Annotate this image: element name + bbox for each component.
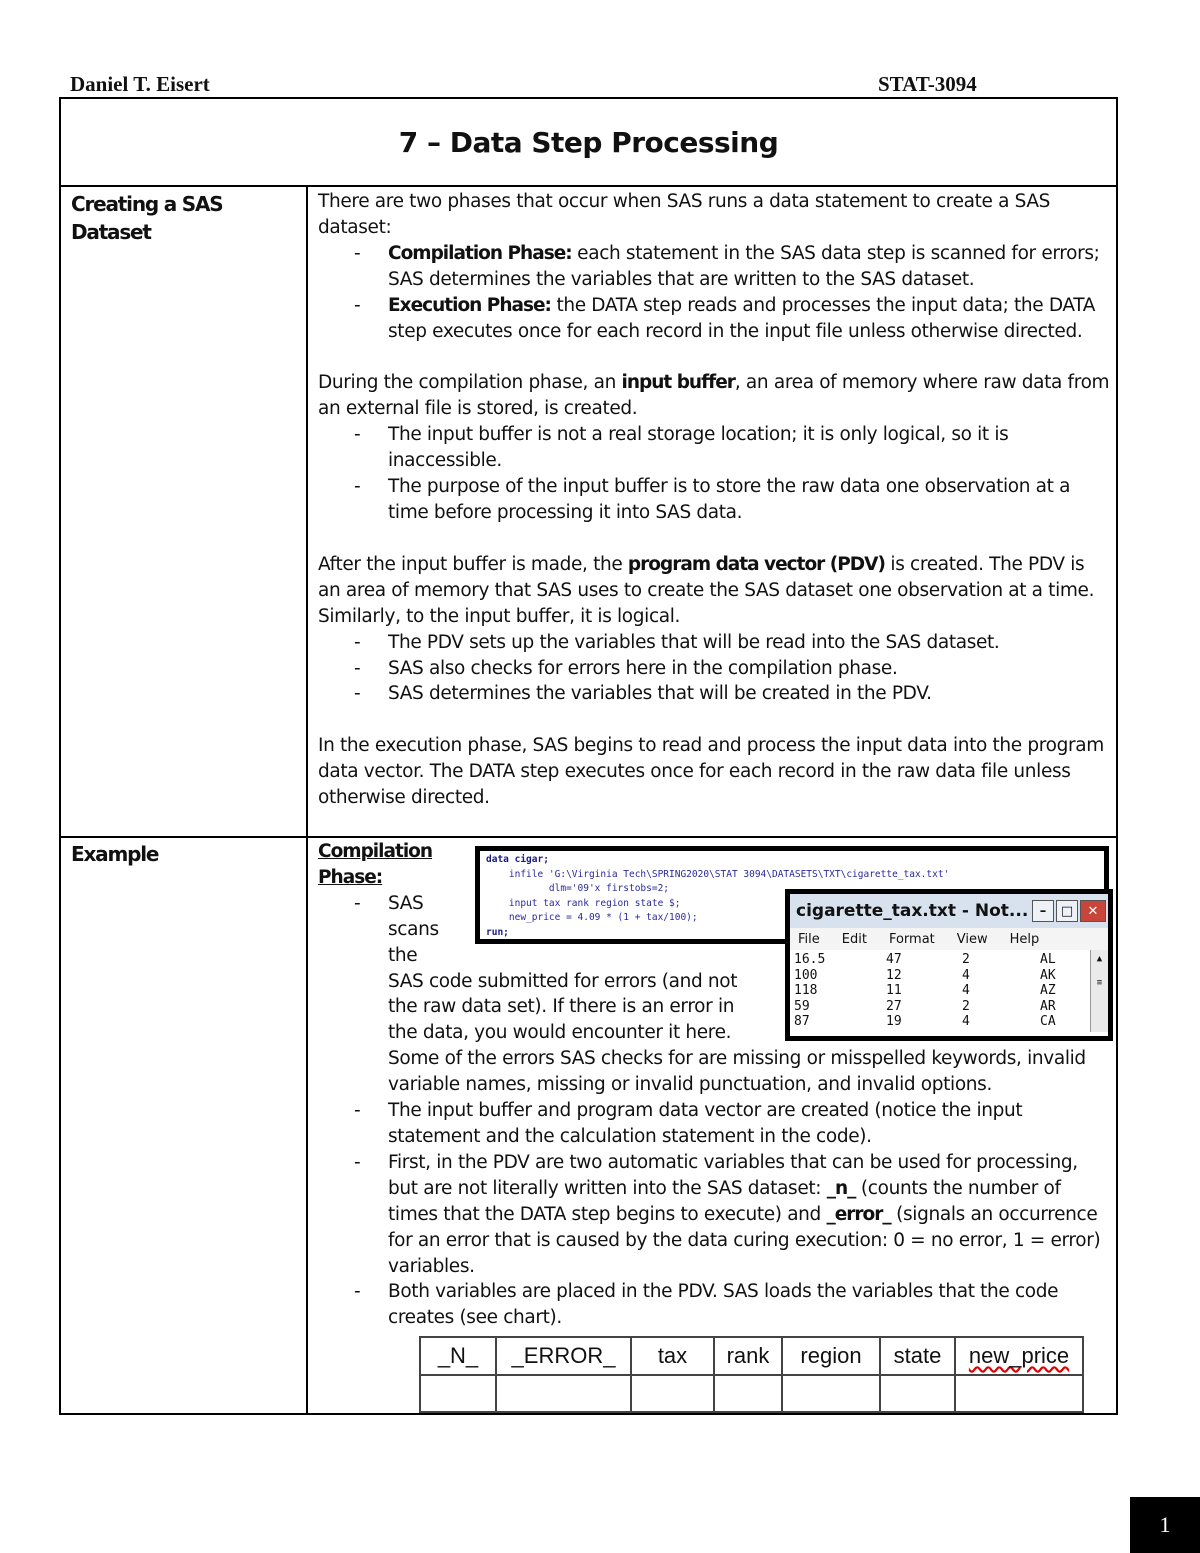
notepad-titlebar bbox=[790, 894, 1108, 928]
code-line: run; bbox=[486, 926, 509, 938]
phase-text: each statement in the SAS data step is scanned for errors; SAS determines the variables that are written to the SAS dataset. bbox=[388, 242, 1100, 290]
title-row bbox=[61, 99, 1116, 187]
cell: AZ bbox=[1040, 983, 1056, 998]
pdv-header: _ERROR_ bbox=[496, 1337, 631, 1375]
phase-item bbox=[318, 293, 1110, 345]
code-line: new_price = 4.09 * (1 + tax/100); bbox=[486, 912, 698, 923]
pdv-header-row bbox=[420, 1337, 1083, 1375]
cell: 118 bbox=[794, 983, 818, 998]
text-span: After the input buffer is made, the bbox=[318, 553, 628, 575]
cell: 87 bbox=[794, 1014, 810, 1029]
section-label-example: Example bbox=[71, 842, 159, 866]
pdv-cell bbox=[955, 1375, 1083, 1412]
cell: AR bbox=[1040, 998, 1056, 1014]
phase-list bbox=[318, 241, 1110, 345]
auto-var-n: _n_ bbox=[826, 1177, 856, 1199]
column-divider bbox=[306, 187, 308, 1415]
list-item: - SAS also checks for errors here in the compilation phase. bbox=[318, 656, 1110, 682]
scroll-up-icon[interactable]: ▲ bbox=[1096, 954, 1103, 964]
notepad-title: cigarette_tax.txt - Not... bbox=[796, 901, 1029, 921]
data-row bbox=[794, 999, 1104, 1015]
cell: 4 bbox=[962, 983, 970, 998]
menu-item-help[interactable]: Help bbox=[1009, 931, 1040, 947]
text-line: scans bbox=[388, 918, 439, 940]
code-line: input tax rank region state $; bbox=[486, 897, 681, 909]
auto-var-error: _error_ bbox=[826, 1203, 891, 1225]
list-item: - SAS determines the variables that will be created in the PDV. bbox=[318, 681, 1110, 707]
data-row bbox=[794, 1014, 1104, 1030]
pdv-empty-row bbox=[420, 1375, 1083, 1412]
data-row bbox=[794, 983, 1104, 999]
pdv-header: rank bbox=[714, 1337, 782, 1375]
text-span: , an area of memory where raw data from an external file is stored, is created. bbox=[318, 372, 1110, 420]
menu-item-format[interactable]: Format bbox=[888, 931, 935, 947]
pdv-header: new_price bbox=[955, 1337, 1083, 1375]
compilation-heading-line2: Phase: bbox=[318, 866, 383, 888]
cell: 4 bbox=[962, 967, 970, 983]
text-line: the data, you would encounter it here. bbox=[388, 1022, 732, 1044]
pdv-list bbox=[318, 630, 1110, 708]
list-item: - The input buffer is not a real storage location; it is only logical, so it is inaccessible. bbox=[318, 422, 1110, 474]
code-line: data cigar; bbox=[486, 854, 549, 865]
list-item bbox=[318, 1150, 1110, 1280]
buffer-list bbox=[318, 422, 1110, 526]
menu-item-edit[interactable]: Edit bbox=[841, 931, 867, 947]
text-line: the raw data set). If there is an error in bbox=[388, 996, 735, 1018]
text-span: (signals an occurrence for an error that is caused by the data curing execution: 0 = no error, 1 = error) variables. bbox=[388, 1203, 1101, 1277]
row-divider bbox=[61, 836, 1116, 838]
pdv-paragraph bbox=[318, 552, 1110, 630]
pdv-term: program data vector (PDV) bbox=[627, 553, 885, 575]
maximize-icon[interactable]: □ bbox=[1056, 900, 1078, 922]
input-buffer-term: input buffer bbox=[621, 372, 735, 394]
data-row bbox=[794, 952, 1104, 968]
code-line: dlm='09'x firstobs=2; bbox=[486, 883, 670, 894]
pdv-cell bbox=[420, 1375, 496, 1412]
phase-text: the DATA step reads and processes the input data; the DATA step executes once for each record in the input file unless otherwise directed. bbox=[388, 294, 1096, 342]
cell: AK bbox=[1040, 967, 1056, 983]
author-name: Daniel T. Eisert bbox=[70, 72, 210, 96]
pdv-cell bbox=[631, 1375, 714, 1412]
cell: 19 bbox=[886, 1014, 902, 1029]
list-item: - The PDV sets up the variables that will be read into the SAS dataset. bbox=[318, 630, 1110, 656]
execution-paragraph: In the execution phase, SAS begins to read and process the input data into the program data vector. The DATA step executes once for each record in the raw data file unless otherwise directed. bbox=[318, 735, 1104, 809]
list-item: - Both variables are placed in the PDV. SAS loads the variables that the code creates (see chart). bbox=[318, 1279, 1110, 1331]
notepad-content bbox=[790, 950, 1108, 1032]
phase-term: Execution Phase: bbox=[388, 294, 551, 316]
data-row bbox=[794, 967, 1104, 988]
cell: 4 bbox=[962, 1014, 970, 1029]
text-span: (counts the number of times that the DATA step begins to execute) and bbox=[388, 1177, 1061, 1225]
course-code: STAT-3094 bbox=[878, 72, 977, 96]
list-item: - The purpose of the input buffer is to store the raw data one observation at a time before processing it into SAS data. bbox=[318, 474, 1110, 526]
cell: 47 bbox=[886, 952, 902, 967]
menu-item-file[interactable]: File bbox=[798, 931, 820, 947]
notes-table bbox=[59, 97, 1118, 1415]
cell: 2 bbox=[962, 998, 970, 1014]
pdv-header: tax bbox=[631, 1337, 714, 1375]
code-line: infile 'G:\Virginia Tech\SPRING2020\STAT 3094\DATASETS\TXT\cigarette_tax.txt' bbox=[486, 868, 950, 880]
text-span: is created. The PDV is an area of memory that SAS uses to create the SAS dataset one observation at a time. Similarly, to the input buffer, it is logical. bbox=[318, 553, 1095, 627]
section-label-creating: Creating a SAS Dataset bbox=[71, 192, 223, 244]
minimize-icon[interactable]: – bbox=[1032, 900, 1054, 922]
text-line: - SAS bbox=[388, 892, 424, 914]
text-span: During the compilation phase, an bbox=[318, 372, 622, 394]
phase-term: Compilation Phase: bbox=[388, 242, 572, 264]
scroll-grip-icon[interactable]: ≡ bbox=[1096, 978, 1103, 988]
cell: 16.5 bbox=[794, 952, 826, 967]
text-line: SAS code submitted for errors (and not bbox=[388, 970, 738, 992]
close-icon[interactable]: ✕ bbox=[1080, 900, 1106, 922]
page-number: 1 bbox=[1130, 1497, 1200, 1553]
pdv-cell bbox=[714, 1375, 782, 1412]
notepad-window bbox=[785, 889, 1113, 1041]
pdv-cell bbox=[880, 1375, 955, 1412]
cell: 27 bbox=[886, 998, 902, 1014]
cell: 100 bbox=[794, 967, 818, 983]
text-line: Some of the errors SAS checks for are missing or misspelled keywords, invalid variable names, missing or invalid punctuation, and invalid options. bbox=[388, 1048, 1086, 1096]
notepad-menubar bbox=[790, 928, 1108, 950]
text-line: the bbox=[388, 944, 418, 966]
cell: 59 bbox=[794, 998, 810, 1014]
pdv-header: _N_ bbox=[420, 1337, 496, 1375]
cell: CA bbox=[1040, 1014, 1056, 1029]
cell: AL bbox=[1040, 952, 1056, 967]
input-buffer-paragraph bbox=[318, 370, 1110, 422]
cell: 12 bbox=[886, 967, 902, 983]
pdv-cell bbox=[496, 1375, 631, 1412]
list-item: - The input buffer and program data vector are created (notice the input statement and the calculation statement in the code). bbox=[318, 1098, 1110, 1150]
pdv-chart bbox=[419, 1336, 1084, 1413]
cell: 11 bbox=[886, 983, 902, 998]
text-span: First, in the PDV are two automatic variables that can be used for processing, but are not literally written into the SAS dataset: bbox=[388, 1151, 1078, 1199]
pdv-cell bbox=[782, 1375, 880, 1412]
scrollbar[interactable] bbox=[1090, 950, 1108, 1032]
page-title: 7 – Data Step Processing bbox=[398, 125, 779, 159]
cell: 2 bbox=[962, 952, 970, 967]
phase-item bbox=[318, 241, 1110, 293]
compilation-heading-line1: Compilation bbox=[318, 841, 433, 862]
menu-item-view[interactable]: View bbox=[956, 931, 988, 947]
intro-text: There are two phases that occur when SAS runs a data statement to create a SAS dataset: bbox=[318, 191, 1051, 238]
pdv-header: state bbox=[880, 1337, 955, 1375]
section-content-creating bbox=[318, 189, 1110, 811]
pdv-header: region bbox=[782, 1337, 880, 1375]
